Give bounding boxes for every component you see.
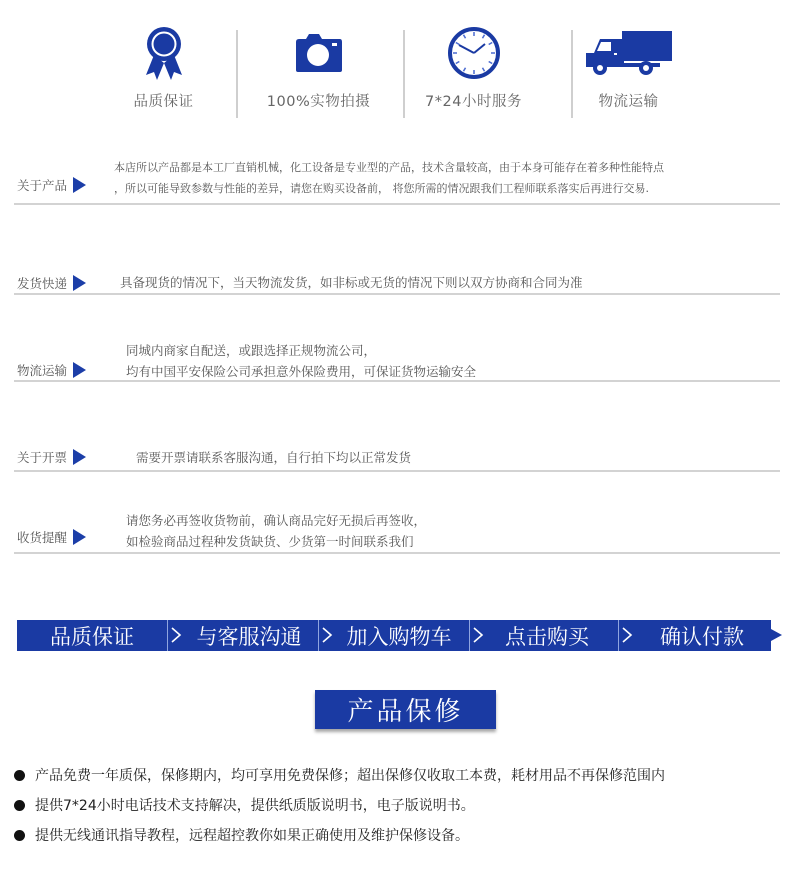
chevron-right-icon xyxy=(321,626,333,644)
info-row-shipping xyxy=(14,268,780,295)
camera-icon xyxy=(294,22,344,84)
feature-icons-row xyxy=(86,22,706,122)
award-ribbon-icon xyxy=(144,22,184,84)
step-label: 品质保证 xyxy=(50,624,134,649)
step-label: 与客服沟通 xyxy=(196,624,302,649)
info-row-receipt xyxy=(14,510,780,554)
divider xyxy=(236,30,238,118)
warranty-item-text: 产品免费一年质保，保修期内，均可享用免费保修；超出保修仅收取工本费，耗材用品不再保修范围内 xyxy=(35,768,665,784)
info-label: 关于产品 xyxy=(17,178,68,193)
section-title-warranty xyxy=(315,690,496,729)
feature-label: 7*24小时服务 xyxy=(425,94,522,110)
triangle-right-icon xyxy=(73,362,86,378)
info-line: 均有中国平安保险公司承担意外保险费用，可保证货物运输安全 xyxy=(126,364,477,379)
step-buy xyxy=(470,620,619,651)
section-title-text: 产品保修 xyxy=(347,697,464,727)
info-line: 本店所以产品都是本工厂直销机械，化工设备是专业型的产品，技术含量较高，由于本身可能存在着多种性能特点 xyxy=(114,161,664,174)
feature-label: 100%实物拍摄 xyxy=(266,94,371,110)
warranty-item xyxy=(14,820,665,850)
info-text xyxy=(126,510,426,552)
step-confirm-payment xyxy=(619,620,771,651)
feature-label: 物流运输 xyxy=(598,94,659,110)
info-line: 需要开票请联系客服沟通，自行拍下均以正常发货 xyxy=(136,450,412,465)
chevron-right-icon xyxy=(170,626,182,644)
step-label: 点击购买 xyxy=(505,624,589,649)
info-row-product xyxy=(14,150,780,205)
triangle-right-icon xyxy=(73,177,86,193)
info-label: 物流运输 xyxy=(17,363,68,378)
chevron-right-icon xyxy=(621,626,633,644)
info-label: 发货快递 xyxy=(17,276,68,291)
info-line: 具备现货的情况下，当天物流发货，如非标或无货的情况下则以双方协商和合同为准 xyxy=(120,275,583,290)
feature-quality xyxy=(86,22,241,122)
feature-photo xyxy=(241,22,396,122)
feature-service xyxy=(396,22,551,122)
info-text xyxy=(120,272,583,293)
info-line: 请您务必再签收货物前，确认商品完好无损后再签收， xyxy=(126,513,427,528)
info-text xyxy=(114,157,664,199)
info-line: 如检验商品过程种发货缺货、少货第一时间联系我们 xyxy=(126,534,414,549)
info-line: 同城内商家自配送，或跟选择正规物流公司， xyxy=(126,343,377,358)
bullet-icon xyxy=(14,800,25,811)
info-line: ，所以可能导致参数与性能的差异，请您在购买设备前， 将您所需的情况跟我们工程师联系落实后再进行交易. xyxy=(114,182,649,195)
step-label: 加入购物车 xyxy=(346,624,452,649)
warranty-item-text: 提供无线通讯指导教程，远程超控教你如果正确使用及维护保修设备。 xyxy=(35,828,469,844)
triangle-right-icon xyxy=(73,529,86,545)
divider xyxy=(403,30,405,118)
info-text xyxy=(136,447,411,468)
clock-icon xyxy=(447,22,501,84)
info-label: 收货提醒 xyxy=(17,530,68,545)
truck-icon xyxy=(584,22,674,84)
step-label: 确认付款 xyxy=(660,624,744,649)
purchase-steps-bar xyxy=(17,620,783,651)
feature-label: 品质保证 xyxy=(133,94,194,110)
divider xyxy=(571,30,573,118)
warranty-item xyxy=(14,760,665,790)
info-row-logistics xyxy=(14,338,780,382)
warranty-item xyxy=(14,790,665,820)
triangle-right-icon xyxy=(73,275,86,291)
bullet-icon xyxy=(14,830,25,841)
step-contact-service xyxy=(168,620,319,651)
warranty-list xyxy=(14,760,665,850)
bullet-icon xyxy=(14,770,25,781)
step-add-to-cart xyxy=(319,620,470,651)
step-quality xyxy=(17,620,168,651)
triangle-right-icon xyxy=(73,449,86,465)
arrow-end-icon xyxy=(771,629,782,641)
chevron-right-icon xyxy=(472,626,484,644)
info-row-invoice xyxy=(14,442,780,472)
warranty-item-text: 提供7*24小时电话技术支持解决，提供纸质版说明书，电子版说明书。 xyxy=(35,798,475,814)
info-text xyxy=(126,340,476,382)
info-label: 关于开票 xyxy=(17,450,68,465)
feature-logistics xyxy=(551,22,706,122)
